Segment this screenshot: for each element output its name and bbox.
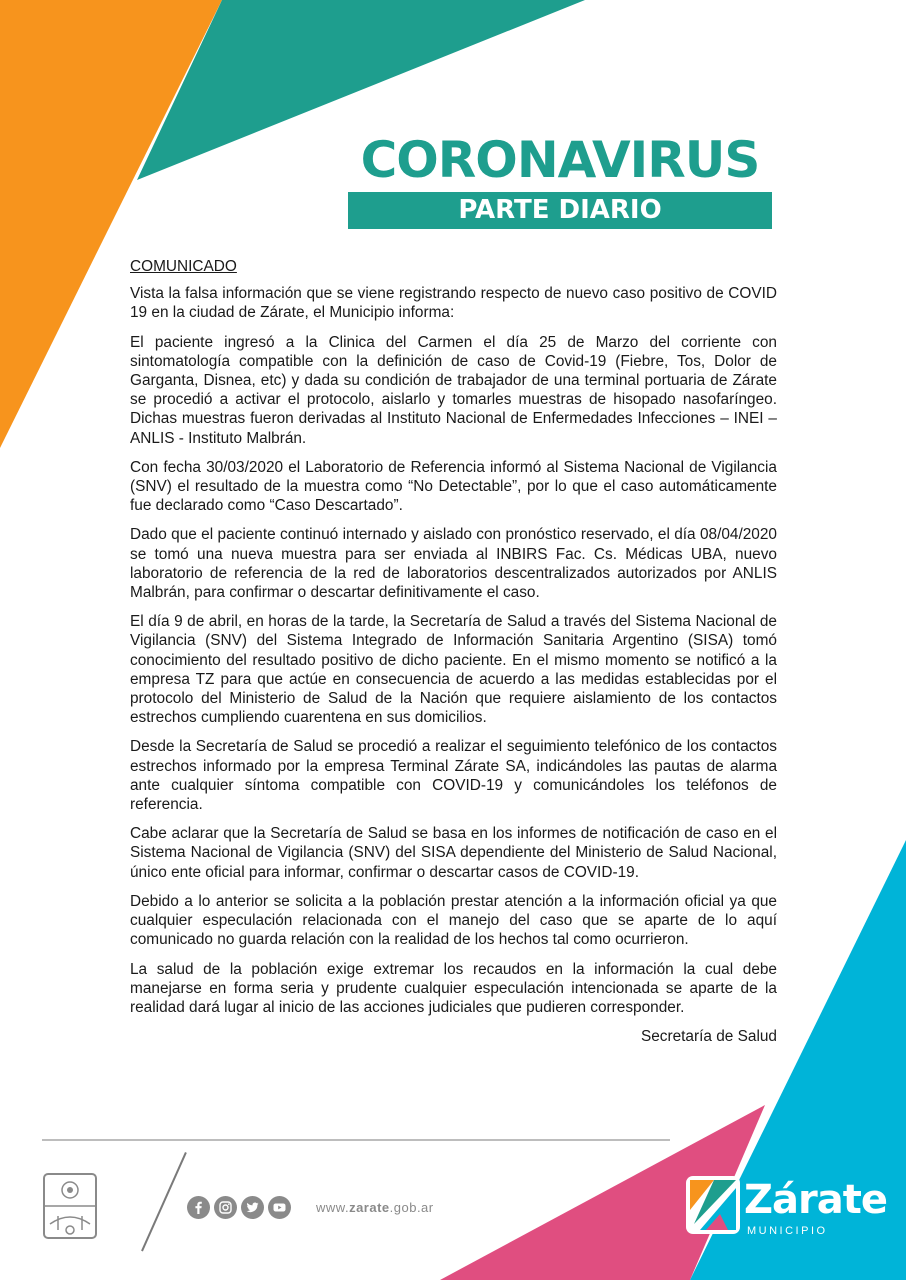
page-subtitle: PARTE DIARIO	[348, 192, 772, 229]
municipal-seal-icon	[42, 1172, 98, 1240]
youtube-icon[interactable]	[268, 1196, 291, 1219]
document-header	[348, 132, 772, 229]
website-prefix: www.	[316, 1200, 350, 1215]
paragraph: El paciente ingresó a la Clinica del Carmen el día 25 de Marzo del corriente con sintomatología compatible con la definición de caso de Covid-19 (Fiebre, Tos, Dolor de Garganta, Disnea, etc) y dada su condición de trabajador de una terminal portuaria de Zárate se procedió a activar el protocolo, aislarlo y tomarles muestras de hisopado nasofaríngeo. Dichas muestras fueron derivadas al Instituto Nacional de Enfermedades Infecciones – INEI – ANLIS - Instituto Malbrán.	[130, 333, 777, 447]
paragraph: Con fecha 30/03/2020 el Laboratorio de Referencia informó al Sistema Nacional de Vigilancia (SNV) el resultado de la muestra como “No Detectable”, por lo que el caso automáticamente fue declarado como “Caso Descartado”.	[130, 458, 777, 515]
paragraph: Desde la Secretaría de Salud se procedió a realizar el seguimiento telefónico de los contactos estrechos informado por la empresa Terminal Zárate SA, indicándoles las pautas de alarma ante cualquier síntoma compatible con COVID-19 y comunicándoles los teléfonos de referencia.	[130, 738, 777, 814]
paragraph: Vista la falsa información que se viene registrando respecto de nuevo caso positivo de COVID 19 en la ciudad de Zárate, el Municipio informa:	[130, 285, 777, 322]
facebook-icon[interactable]	[187, 1196, 210, 1219]
paragraph: Debido a lo anterior se solicita a la población prestar atención a la información oficial ya que cualquier especulación relacionada con el manejo del caso que se aparte de lo aquí comunicado no guarda relación con la realidad de los hechos tal como ocurrieron.	[130, 892, 777, 949]
zarate-logo-icon	[684, 1174, 742, 1236]
document-heading: COMUNICADO	[130, 258, 237, 275]
paragraph: La salud de la población exige extremar los recaudos en la información la cual debe manejarse en forma seria y prudente cualquier especulación intencionada se aparte de la realidad dará lugar al inicio de las acciones judiciales que pudieren corresponder.	[130, 960, 777, 1016]
twitter-icon[interactable]	[241, 1196, 264, 1219]
footer-divider	[42, 1139, 670, 1141]
document-body	[130, 257, 777, 1046]
logo-name: Zárate	[744, 1177, 887, 1223]
paragraph: Dado que el paciente continuó internado y aislado con pronóstico reservado, el día 08/04/2020 se tomó una nueva muestra para ser enviada al INBIRS Fac. Cs. Médicas UBA, nuevo laboratorio de referencia de la red de laboratorios descentralizados autorizados por ANLIS Malbrán, para confirmar o descartar definitivamente el caso.	[130, 526, 777, 602]
website-link[interactable]	[316, 1200, 434, 1215]
website-domain: zarate	[349, 1200, 390, 1215]
paragraph: Cabe aclarar que la Secretaría de Salud se basa en los informes de notificación de caso en el Sistema Nacional de Vigilancia (SNV) del SISA dependiente del Ministerio de Salud Nacional, único ente oficial para informar, confirmar o descartar casos de COVID-19.	[130, 825, 777, 881]
paragraph: El día 9 de abril, en horas de la tarde, la Secretaría de Salud a través del Sistema Nacional de Vigilancia (SNV) del Sistema Integrado de Información Sanitaria Argentino (SISA) tomó conocimiento del resultado positivo de dicho paciente. En el mismo momento se notificó a la empresa TZ para que actúe en consecuencia de acuerdo a las medidas establecidas por el protocolo del Ministerio de Salud de la Nación que requiere aislamiento de los contactos estrechos cumpliendo cuarentena en sus domicilios.	[130, 613, 777, 727]
logo-subtitle: MUNICIPIO	[747, 1225, 828, 1237]
page-title: CORONAVIRUS	[360, 131, 760, 189]
signature: Secretaría de Salud	[640, 1028, 777, 1046]
social-links	[187, 1196, 291, 1219]
instagram-icon[interactable]	[214, 1196, 237, 1219]
website-suffix: .gob.ar	[389, 1200, 434, 1215]
